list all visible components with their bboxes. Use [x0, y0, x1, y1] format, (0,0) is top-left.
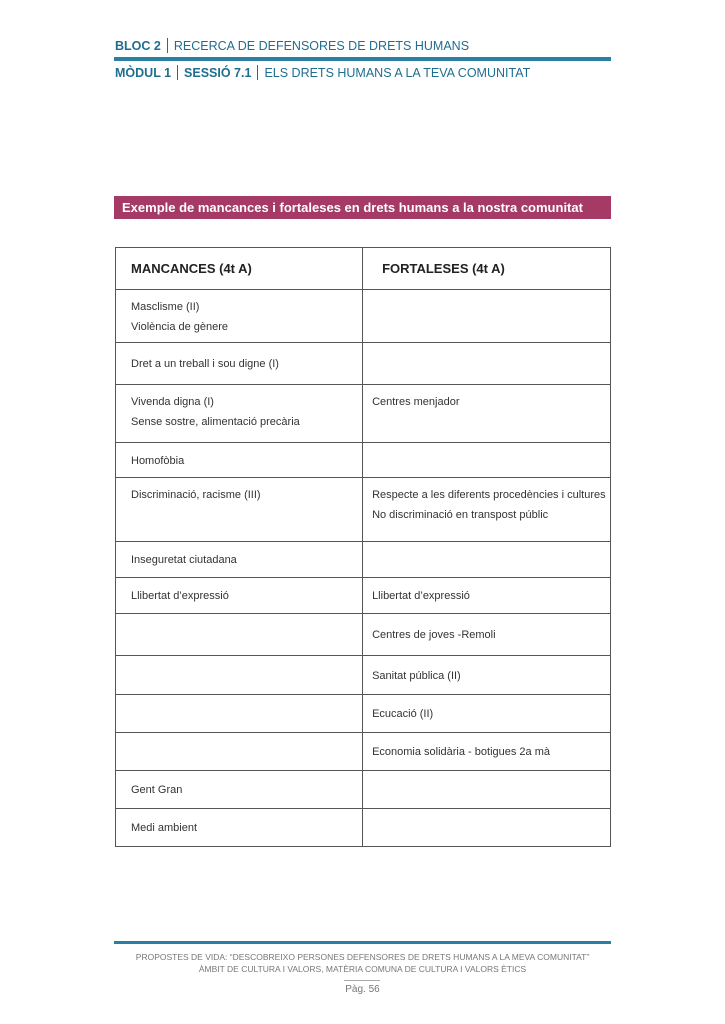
fortaleses-cell — [363, 771, 611, 809]
fortaleses-cell — [363, 478, 611, 542]
fortaleses-text: Respecte a les diferents procedències i cultures — [372, 489, 606, 501]
modul-label: MÒDUL 1 — [115, 66, 172, 80]
fortaleses-cell — [363, 695, 611, 733]
table-row — [116, 478, 611, 542]
table-row — [116, 343, 611, 385]
header-modul-line — [115, 65, 530, 80]
header-separator — [177, 65, 178, 80]
fortaleses-cell — [363, 578, 611, 614]
sessio-title: ELS DRETS HUMANS A LA TEVA COMUNITAT — [264, 66, 531, 80]
table-header-row — [116, 248, 611, 290]
footer-line-2: ÀMBIT DE CULTURA I VALORS, MATÈRIA COMUNA DE CULTURA I VALORS ÈTICS — [198, 964, 527, 974]
fortaleses-text: Centres menjador — [372, 396, 460, 408]
bloc-label: BLOC 2 — [115, 39, 161, 53]
fortaleses-cell — [363, 656, 611, 695]
fortaleses-cell — [363, 733, 611, 771]
table-row — [116, 656, 611, 695]
table-row — [116, 809, 611, 847]
fortaleses-cell — [363, 385, 611, 443]
table-header-cell — [363, 248, 611, 290]
mancances-text: Gent Gran — [131, 784, 183, 796]
page-number: Pàg. 56 — [345, 984, 380, 995]
mancances-cell — [116, 443, 363, 478]
table-row — [116, 290, 611, 343]
fortaleses-cell — [363, 290, 611, 343]
mancances-text: Vivenda digna (I) — [131, 396, 214, 408]
mancances-cell — [116, 478, 363, 542]
mancances-cell — [116, 385, 363, 443]
fortaleses-cell — [363, 614, 611, 656]
mancances-cell — [116, 771, 363, 809]
fortaleses-text: Ecucació (II) — [372, 708, 434, 720]
footer-divider — [344, 980, 380, 981]
table-row — [116, 614, 611, 656]
mancances-cell — [116, 656, 363, 695]
mancances-fortaleses-table — [115, 247, 611, 847]
fortaleses-text: Sanitat pública (II) — [372, 670, 461, 682]
footer-line-1: PROPOSTES DE VIDA: “DESCOBREIXO PERSONES DEFENSORES DE DRETS HUMANS A LA MEVA COMUNITAT” — [135, 952, 590, 962]
fortaleses-text: Economia solidària - botigues 2a mà — [372, 746, 550, 758]
mancances-text: Sense sostre, alimentació precària — [131, 416, 300, 428]
mancances-cell — [116, 542, 363, 578]
header-rule — [114, 57, 611, 61]
mancances-text: Medi ambient — [131, 822, 198, 834]
mancances-text: Discriminació, racisme (III) — [131, 489, 261, 501]
mancances-text: Llibertat d’expressió — [131, 590, 229, 602]
fortaleses-text: No discriminació en transpost públic — [372, 509, 549, 521]
mancances-text: Dret a un treball i sou digne (I) — [131, 358, 279, 370]
sessio-label: SESSIÓ 7.1 — [184, 66, 252, 80]
fortaleses-text: Centres de joves -Remoli — [372, 629, 496, 641]
mancances-cell — [116, 578, 363, 614]
mancances-cell — [116, 343, 363, 385]
mancances-cell — [116, 809, 363, 847]
header-mancances: MANCANCES (4t A) — [131, 261, 252, 276]
table-row — [116, 771, 611, 809]
fortaleses-cell — [363, 809, 611, 847]
table-row — [116, 578, 611, 614]
fortaleses-cell — [363, 443, 611, 478]
mancances-text: Violència de gènere — [131, 321, 229, 333]
table-row — [116, 695, 611, 733]
header-separator — [257, 65, 258, 80]
fortaleses-cell — [363, 542, 611, 578]
table-row — [116, 542, 611, 578]
header-fortaleses: FORTALESES (4t A) — [382, 261, 505, 276]
section-banner: Exemple de mancances i fortaleses en drets humans a la nostra comunitat — [114, 196, 611, 219]
header-separator — [167, 38, 168, 53]
mancances-text: Homofòbia — [131, 455, 185, 467]
table-row — [116, 733, 611, 771]
mancances-cell — [116, 695, 363, 733]
table-row — [116, 443, 611, 478]
fortaleses-text: Llibertat d’expressió — [372, 590, 470, 602]
mancances-text: Masclisme (II) — [131, 301, 200, 313]
header-bloc-line — [115, 38, 469, 53]
fortaleses-cell — [363, 343, 611, 385]
table-header-cell — [116, 248, 363, 290]
mancances-text: Inseguretat ciutadana — [131, 554, 237, 566]
mancances-cell — [116, 290, 363, 343]
table-row — [116, 385, 611, 443]
bloc-title: RECERCA DE DEFENSORES DE DRETS HUMANS — [173, 39, 470, 53]
mancances-cell — [116, 733, 363, 771]
mancances-cell — [116, 614, 363, 656]
footer-rule — [114, 941, 611, 944]
